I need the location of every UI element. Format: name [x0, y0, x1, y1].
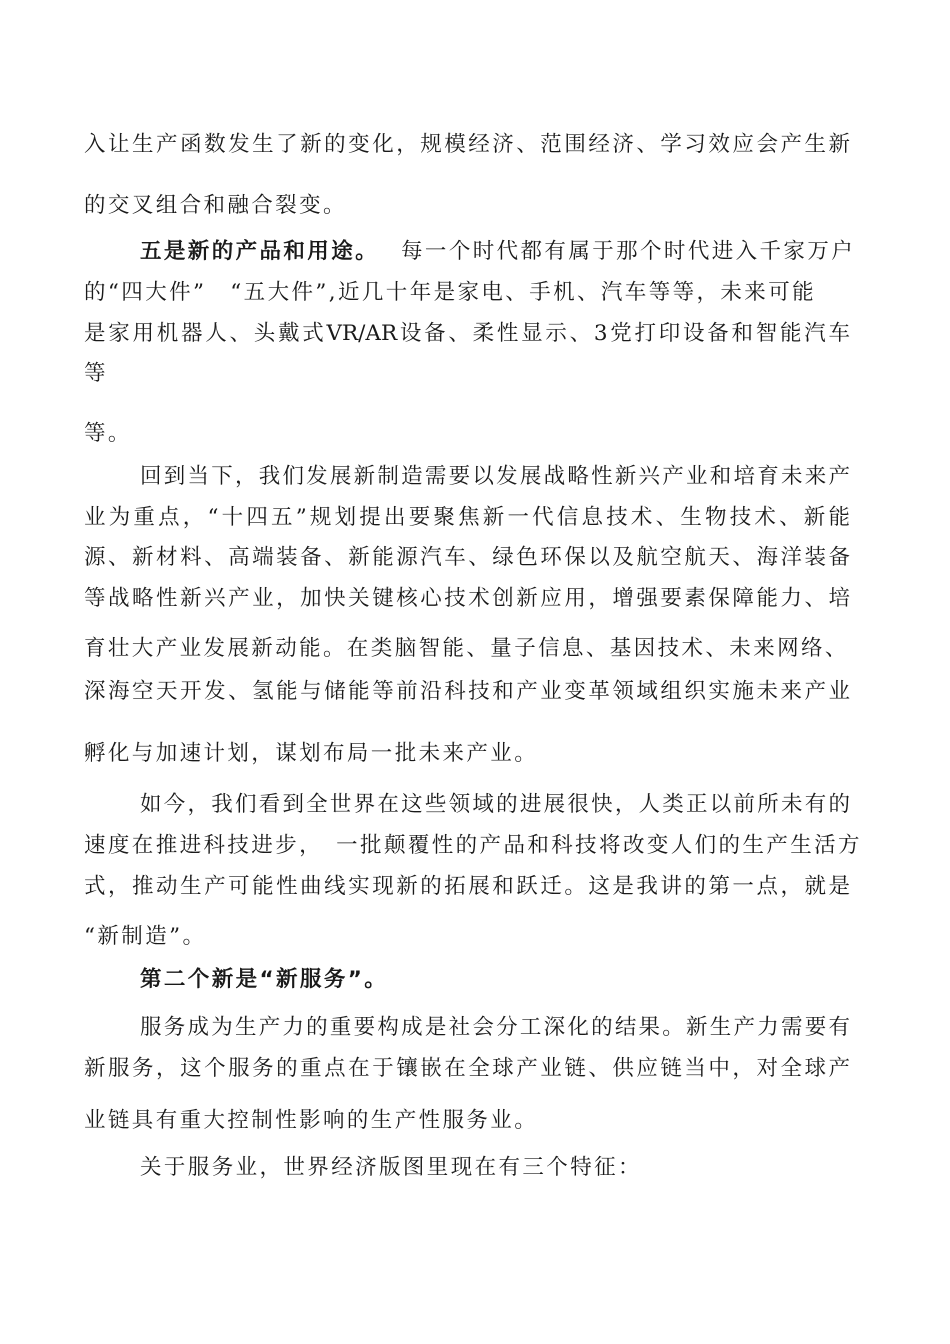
- paragraph-first-line: 关于服务业，世界经济版图里现在有三个特征：: [140, 1155, 642, 1180]
- body-text-line: 是家用机器人、头戴式VR/AR设备、柔性显示、3党打印设备和智能汽车: [84, 321, 850, 346]
- body-text-line: 速度在推进科技进步， 一批颠覆性的产品和科技将改变人们的生产生活方: [84, 833, 862, 858]
- body-text-line: 等。: [84, 421, 132, 446]
- body-text-line: 业为重点，“十四五”规划提出要聚焦新一代信息技术、生物技术、新能: [84, 505, 850, 530]
- paragraph-first-line: [140, 237, 856, 267]
- body-text-line: 的“四大件” “五大件”,近几十年是家电、手机、汽车等等，未来可能: [84, 280, 817, 305]
- paragraph-first-line: 服务成为生产力的重要构成是社会分工深化的结果。新生产力需要有: [140, 1015, 850, 1040]
- body-text-line: 等战略性新兴产业，加快关键核心技术创新应用，增强要素保障能力、培: [84, 586, 850, 611]
- body-text-line: 新服务，这个服务的重点在于镶嵌在全球产业链、供应链当中，对全球产: [84, 1056, 850, 1081]
- body-text-line: “新制造”。: [84, 924, 207, 949]
- body-text-line: 的交叉组合和融合裂变。: [84, 193, 347, 218]
- body-text-line: 等: [84, 361, 108, 386]
- body-text-line: 源、新材料、高端装备、新能源汽车、绿色环保以及航空航天、海洋装备: [84, 545, 850, 570]
- section-heading: 第二个新是“新服务”。: [140, 967, 389, 992]
- body-text-line: 式，推动生产可能性曲线实现新的拓展和跃迁。这是我讲的第一点，就是: [84, 874, 850, 899]
- bold-heading-inline: 五是新的产品和用途。: [140, 239, 380, 264]
- paragraph-first-line: 回到当下，我们发展新制造需要以发展战略性新兴产业和培育未来产: [140, 464, 850, 489]
- body-text-inline: 每一个时代都有属于那个时代进入千家万户: [401, 239, 856, 264]
- body-text-line: 入让生产函数发生了新的变化，规模经济、范围经济、学习效应会产生新: [84, 132, 850, 157]
- paragraph-first-line: 如今，我们看到全世界在这些领域的进展很快，人类正以前所未有的: [140, 792, 850, 817]
- body-text-line: 业链具有重大控制性影响的生产性服务业。: [84, 1108, 539, 1133]
- body-text-line: 深海空天开发、氢能与储能等前沿科技和产业变革领域组织实施未来产业: [84, 679, 850, 704]
- body-text-line: 孵化与加速计划，谋划布局一批未来产业。: [84, 741, 539, 766]
- body-text-line: 育壮大产业发展新动能。在类脑智能、量子信息、基因技术、未来网络、: [84, 636, 849, 661]
